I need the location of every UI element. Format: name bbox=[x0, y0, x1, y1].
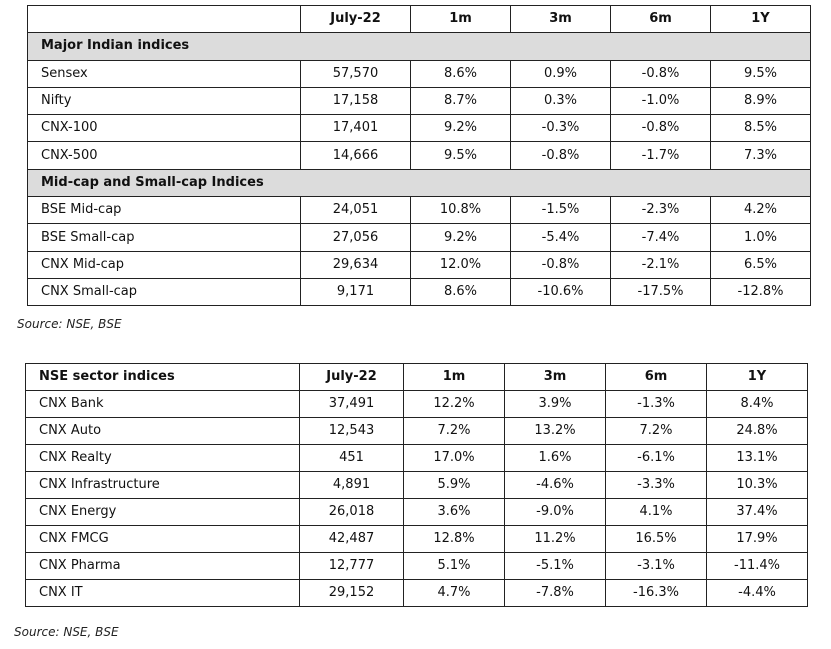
index-name: CNX Mid-cap bbox=[28, 251, 301, 278]
index-name: CNX Small-cap bbox=[28, 278, 301, 305]
index-value: 8.7% bbox=[411, 87, 511, 114]
index-value: -1.5% bbox=[511, 197, 611, 224]
sector-name: CNX Energy bbox=[26, 499, 300, 526]
table-row bbox=[26, 499, 808, 526]
table-row bbox=[28, 251, 811, 278]
table-row bbox=[28, 142, 811, 169]
index-value: -0.8% bbox=[611, 60, 711, 87]
sector-value: 10.3% bbox=[707, 472, 808, 499]
index-value: 14,666 bbox=[301, 142, 411, 169]
sector-value: 1.6% bbox=[505, 445, 606, 472]
sector-name: CNX Infrastructure bbox=[26, 472, 300, 499]
index-name: Nifty bbox=[28, 87, 301, 114]
index-value: 9,171 bbox=[301, 278, 411, 305]
sector-value: -16.3% bbox=[606, 580, 707, 607]
index-value: 9.2% bbox=[411, 115, 511, 142]
sector-name: CNX Pharma bbox=[26, 553, 300, 580]
sector-value: 13.2% bbox=[505, 418, 606, 445]
table-row bbox=[28, 87, 811, 114]
sector-value: 4.1% bbox=[606, 499, 707, 526]
index-value: 27,056 bbox=[301, 224, 411, 251]
sector-value: 17.0% bbox=[404, 445, 505, 472]
index-value: 57,570 bbox=[301, 60, 411, 87]
index-value: 0.3% bbox=[511, 87, 611, 114]
column-header: NSE sector indices bbox=[26, 364, 300, 391]
sector-value: 11.2% bbox=[505, 526, 606, 553]
section-title: Major Indian indices bbox=[28, 33, 811, 60]
sector-value: 42,487 bbox=[300, 526, 404, 553]
index-value: 29,634 bbox=[301, 251, 411, 278]
column-header: July-22 bbox=[300, 364, 404, 391]
sector-value: 3.9% bbox=[505, 391, 606, 418]
column-header: 6m bbox=[606, 364, 707, 391]
column-header bbox=[28, 6, 301, 33]
sector-name: CNX IT bbox=[26, 580, 300, 607]
table-row bbox=[28, 278, 811, 305]
table-row bbox=[28, 197, 811, 224]
sector-name: CNX Bank bbox=[26, 391, 300, 418]
column-header: 1Y bbox=[711, 6, 811, 33]
sector-value: 7.2% bbox=[404, 418, 505, 445]
column-header: 1m bbox=[404, 364, 505, 391]
sector-value: 13.1% bbox=[707, 445, 808, 472]
sector-value: 3.6% bbox=[404, 499, 505, 526]
sector-value: 4,891 bbox=[300, 472, 404, 499]
index-value: 24,051 bbox=[301, 197, 411, 224]
sector-value: -4.4% bbox=[707, 580, 808, 607]
index-value: 1.0% bbox=[711, 224, 811, 251]
sector-indices-table-body bbox=[26, 364, 808, 607]
sector-value: 29,152 bbox=[300, 580, 404, 607]
sector-value: 12,777 bbox=[300, 553, 404, 580]
index-value: -0.8% bbox=[511, 251, 611, 278]
table-row bbox=[26, 445, 808, 472]
index-value: 4.2% bbox=[711, 197, 811, 224]
index-name: BSE Mid-cap bbox=[28, 197, 301, 224]
index-value: 6.5% bbox=[711, 251, 811, 278]
table-row bbox=[26, 418, 808, 445]
sector-name: CNX FMCG bbox=[26, 526, 300, 553]
sector-value: 37,491 bbox=[300, 391, 404, 418]
column-header: 3m bbox=[511, 6, 611, 33]
index-value: -17.5% bbox=[611, 278, 711, 305]
index-value: 17,401 bbox=[301, 115, 411, 142]
index-value: -0.3% bbox=[511, 115, 611, 142]
sector-value: 5.9% bbox=[404, 472, 505, 499]
table-row bbox=[28, 60, 811, 87]
section-title: Mid-cap and Small-cap Indices bbox=[28, 169, 811, 196]
index-value: -10.6% bbox=[511, 278, 611, 305]
index-value: 0.9% bbox=[511, 60, 611, 87]
column-header: July-22 bbox=[301, 6, 411, 33]
sector-value: 17.9% bbox=[707, 526, 808, 553]
index-value: 9.2% bbox=[411, 224, 511, 251]
sector-value: 451 bbox=[300, 445, 404, 472]
index-value: -7.4% bbox=[611, 224, 711, 251]
sector-value: 12.2% bbox=[404, 391, 505, 418]
column-header: 3m bbox=[505, 364, 606, 391]
index-name: CNX-100 bbox=[28, 115, 301, 142]
sector-value: -11.4% bbox=[707, 553, 808, 580]
index-value: -2.1% bbox=[611, 251, 711, 278]
major-indices-table bbox=[27, 5, 811, 306]
sector-value: 4.7% bbox=[404, 580, 505, 607]
index-value: -0.8% bbox=[511, 142, 611, 169]
index-value: 9.5% bbox=[711, 60, 811, 87]
index-value: 8.9% bbox=[711, 87, 811, 114]
index-value: -5.4% bbox=[511, 224, 611, 251]
column-header: 1m bbox=[411, 6, 511, 33]
index-value: 10.8% bbox=[411, 197, 511, 224]
table-row bbox=[28, 115, 811, 142]
header-row bbox=[26, 364, 808, 391]
index-value: 8.5% bbox=[711, 115, 811, 142]
table-row bbox=[26, 526, 808, 553]
sector-value: 12,543 bbox=[300, 418, 404, 445]
sector-value: -7.8% bbox=[505, 580, 606, 607]
table-row bbox=[26, 553, 808, 580]
index-value: 8.6% bbox=[411, 278, 511, 305]
table-row bbox=[26, 391, 808, 418]
index-value: -12.8% bbox=[711, 278, 811, 305]
index-value: 12.0% bbox=[411, 251, 511, 278]
source-note: Source: NSE, BSE bbox=[17, 317, 122, 331]
index-value: 8.6% bbox=[411, 60, 511, 87]
index-value: 9.5% bbox=[411, 142, 511, 169]
column-header: 6m bbox=[611, 6, 711, 33]
source-note: Source: NSE, BSE bbox=[14, 625, 119, 639]
sector-value: -3.3% bbox=[606, 472, 707, 499]
index-value: -2.3% bbox=[611, 197, 711, 224]
index-name: Sensex bbox=[28, 60, 301, 87]
index-name: CNX-500 bbox=[28, 142, 301, 169]
index-name: BSE Small-cap bbox=[28, 224, 301, 251]
sector-value: -3.1% bbox=[606, 553, 707, 580]
sector-value: -9.0% bbox=[505, 499, 606, 526]
sector-value: 24.8% bbox=[707, 418, 808, 445]
sector-value: 37.4% bbox=[707, 499, 808, 526]
major-indices-table-body bbox=[28, 6, 811, 306]
section-row bbox=[28, 169, 811, 196]
index-value: -1.7% bbox=[611, 142, 711, 169]
sector-value: -5.1% bbox=[505, 553, 606, 580]
sector-value: 12.8% bbox=[404, 526, 505, 553]
index-value: 7.3% bbox=[711, 142, 811, 169]
index-value: -1.0% bbox=[611, 87, 711, 114]
sector-value: 5.1% bbox=[404, 553, 505, 580]
header-row bbox=[28, 6, 811, 33]
index-value: -0.8% bbox=[611, 115, 711, 142]
table-row bbox=[26, 580, 808, 607]
sector-value: -4.6% bbox=[505, 472, 606, 499]
sector-value: 26,018 bbox=[300, 499, 404, 526]
sector-name: CNX Realty bbox=[26, 445, 300, 472]
sector-value: 7.2% bbox=[606, 418, 707, 445]
table-row bbox=[26, 472, 808, 499]
sector-indices-table bbox=[25, 363, 808, 607]
index-value: 17,158 bbox=[301, 87, 411, 114]
sector-value: 16.5% bbox=[606, 526, 707, 553]
sector-name: CNX Auto bbox=[26, 418, 300, 445]
sector-value: -1.3% bbox=[606, 391, 707, 418]
column-header: 1Y bbox=[707, 364, 808, 391]
table-row bbox=[28, 224, 811, 251]
sector-value: 8.4% bbox=[707, 391, 808, 418]
sector-value: -6.1% bbox=[606, 445, 707, 472]
section-row bbox=[28, 33, 811, 60]
